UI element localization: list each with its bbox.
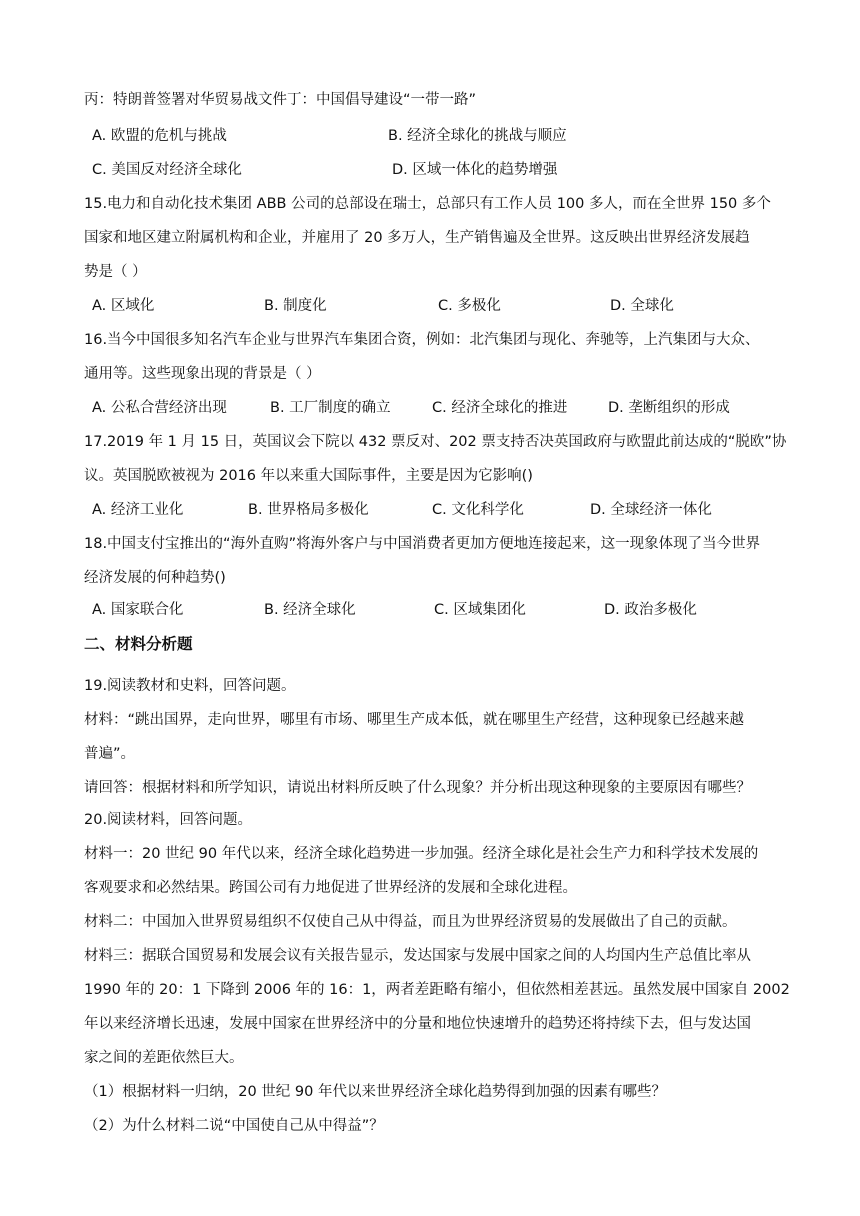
question-17-line-1: 17.2019 年 1 月 15 日，英国议会下院以 432 票反对、202 票支持否决英国政府与欧盟此前达成的“脱欧”协 bbox=[84, 434, 787, 450]
option-d: D. 区域一体化的趋势增强 bbox=[392, 162, 558, 178]
question-20-line-7: 年以来经济增长迅速，发展中国家在世界经济中的分量和地位快速增升的趋势还将持续下去，但与发达国 bbox=[84, 1016, 751, 1032]
option-c: C. 区域集团化 bbox=[434, 602, 526, 618]
option-a: A. 国家联合化 bbox=[92, 602, 184, 618]
question-20-line-8: 家之间的差距依然巨大。 bbox=[84, 1050, 244, 1066]
option-b: B. 经济全球化的挑战与顺应 bbox=[388, 128, 567, 144]
question-20-line-1: 20.阅读材料，回答问题。 bbox=[84, 812, 253, 828]
section-heading: 二、材料分析题 bbox=[84, 635, 193, 653]
question-18-line-2: 经济发展的何种趋势() bbox=[84, 570, 226, 586]
question-stem: 丙：特朗普签署对华贸易战文件丁：中国倡导建设“一带一路” bbox=[84, 92, 477, 108]
question-20-subquestion-2: （2）为什么材料二说“中国使自己从中得益”？ bbox=[84, 1118, 384, 1134]
option-c: C. 经济全球化的推进 bbox=[432, 400, 568, 416]
question-16-line-1: 16.当今中国很多知名汽车企业与世界汽车集团合资，例如：北汽集团与现化、奔驰等，上汽集团与大众、 bbox=[84, 332, 760, 348]
option-a: A. 欧盟的危机与挑战 bbox=[92, 128, 227, 144]
question-17-line-2: 议。英国脱欧被视为 2016 年以来重大国际事件，主要是因为它影响() bbox=[84, 468, 533, 484]
question-15-line-3: 势是（ ） bbox=[84, 264, 147, 280]
question-20-line-3: 客观要求和必然结果。跨国公司有力地促进了世界经济的发展和全球化进程。 bbox=[84, 880, 577, 896]
option-c: C. 文化科学化 bbox=[432, 502, 524, 518]
question-16-line-2: 通用等。这些现象出现的背景是（ ） bbox=[84, 366, 321, 382]
question-15-line-1: 15.电力和自动化技术集团 ABB 公司的总部设在瑞士，总部只有工作人员 100 多人，而在全世界 150 多个 bbox=[84, 196, 771, 212]
option-a: A. 经济工业化 bbox=[92, 502, 184, 518]
question-20-subquestion-1: （1）根据材料一归纳，20 世纪 90 年代以来世界经济全球化趋势得到加强的因素有哪些？ bbox=[84, 1084, 666, 1100]
question-19-line-3: 普遍”。 bbox=[84, 746, 136, 762]
option-d: D. 全球经济一体化 bbox=[590, 502, 712, 518]
question-20-line-2: 材料一：20 世纪 90 年代以来，经济全球化趋势进一步加强。经济全球化是社会生产力和科学技术发展的 bbox=[84, 846, 759, 862]
question-19-line-4: 请回答：根据材料和所学知识，请说出材料所反映了什么现象？并分析出现这种现象的主要原因有哪些？ bbox=[84, 780, 751, 796]
option-d: D. 全球化 bbox=[610, 298, 674, 314]
question-19-line-2: 材料：“跳出国界，走向世界，哪里有市场、哪里生产成本低，就在哪里生产经营，这种现象已经越来越 bbox=[84, 712, 745, 728]
option-d: D. 垄断组织的形成 bbox=[608, 400, 730, 416]
question-18-line-1: 18.中国支付宝推出的“海外直购”将海外客户与中国消费者更加方便地连接起来，这一现象体现了当今世界 bbox=[84, 536, 761, 552]
option-d: D. 政治多极化 bbox=[604, 602, 697, 618]
option-b: B. 经济全球化 bbox=[264, 602, 356, 618]
option-a: A. 公私合营经济出现 bbox=[92, 400, 227, 416]
question-15-line-2: 国家和地区建立附属机构和企业，并雇用了 20 多万人，生产销售遍及全世界。这反映出世界经济发展趋 bbox=[84, 230, 750, 246]
option-b: B. 工厂制度的确立 bbox=[270, 400, 391, 416]
option-c: C. 美国反对经济全球化 bbox=[92, 162, 242, 178]
question-20-line-5: 材料三：据联合国贸易和发展会议有关报告显示，发达国家与发展中国家之间的人均国内生产总值比率从 bbox=[84, 948, 751, 964]
option-a: A. 区域化 bbox=[92, 298, 155, 314]
option-c: C. 多极化 bbox=[438, 298, 501, 314]
question-19-line-1: 19.阅读教材和史料，回答问题。 bbox=[84, 678, 296, 694]
option-b: B. 制度化 bbox=[264, 298, 327, 314]
option-b: B. 世界格局多极化 bbox=[248, 502, 369, 518]
question-20-line-4: 材料二：中国加入世界贸易组织不仅使自己从中得益，而且为世界经济贸易的发展做出了自己的贡献。 bbox=[84, 914, 737, 930]
question-20-line-6: 1990 年的 20：1 下降到 2006 年的 16：1，两者差距略有缩小，但依然相差甚远。虽然发展中国家自 2002 bbox=[84, 982, 790, 998]
